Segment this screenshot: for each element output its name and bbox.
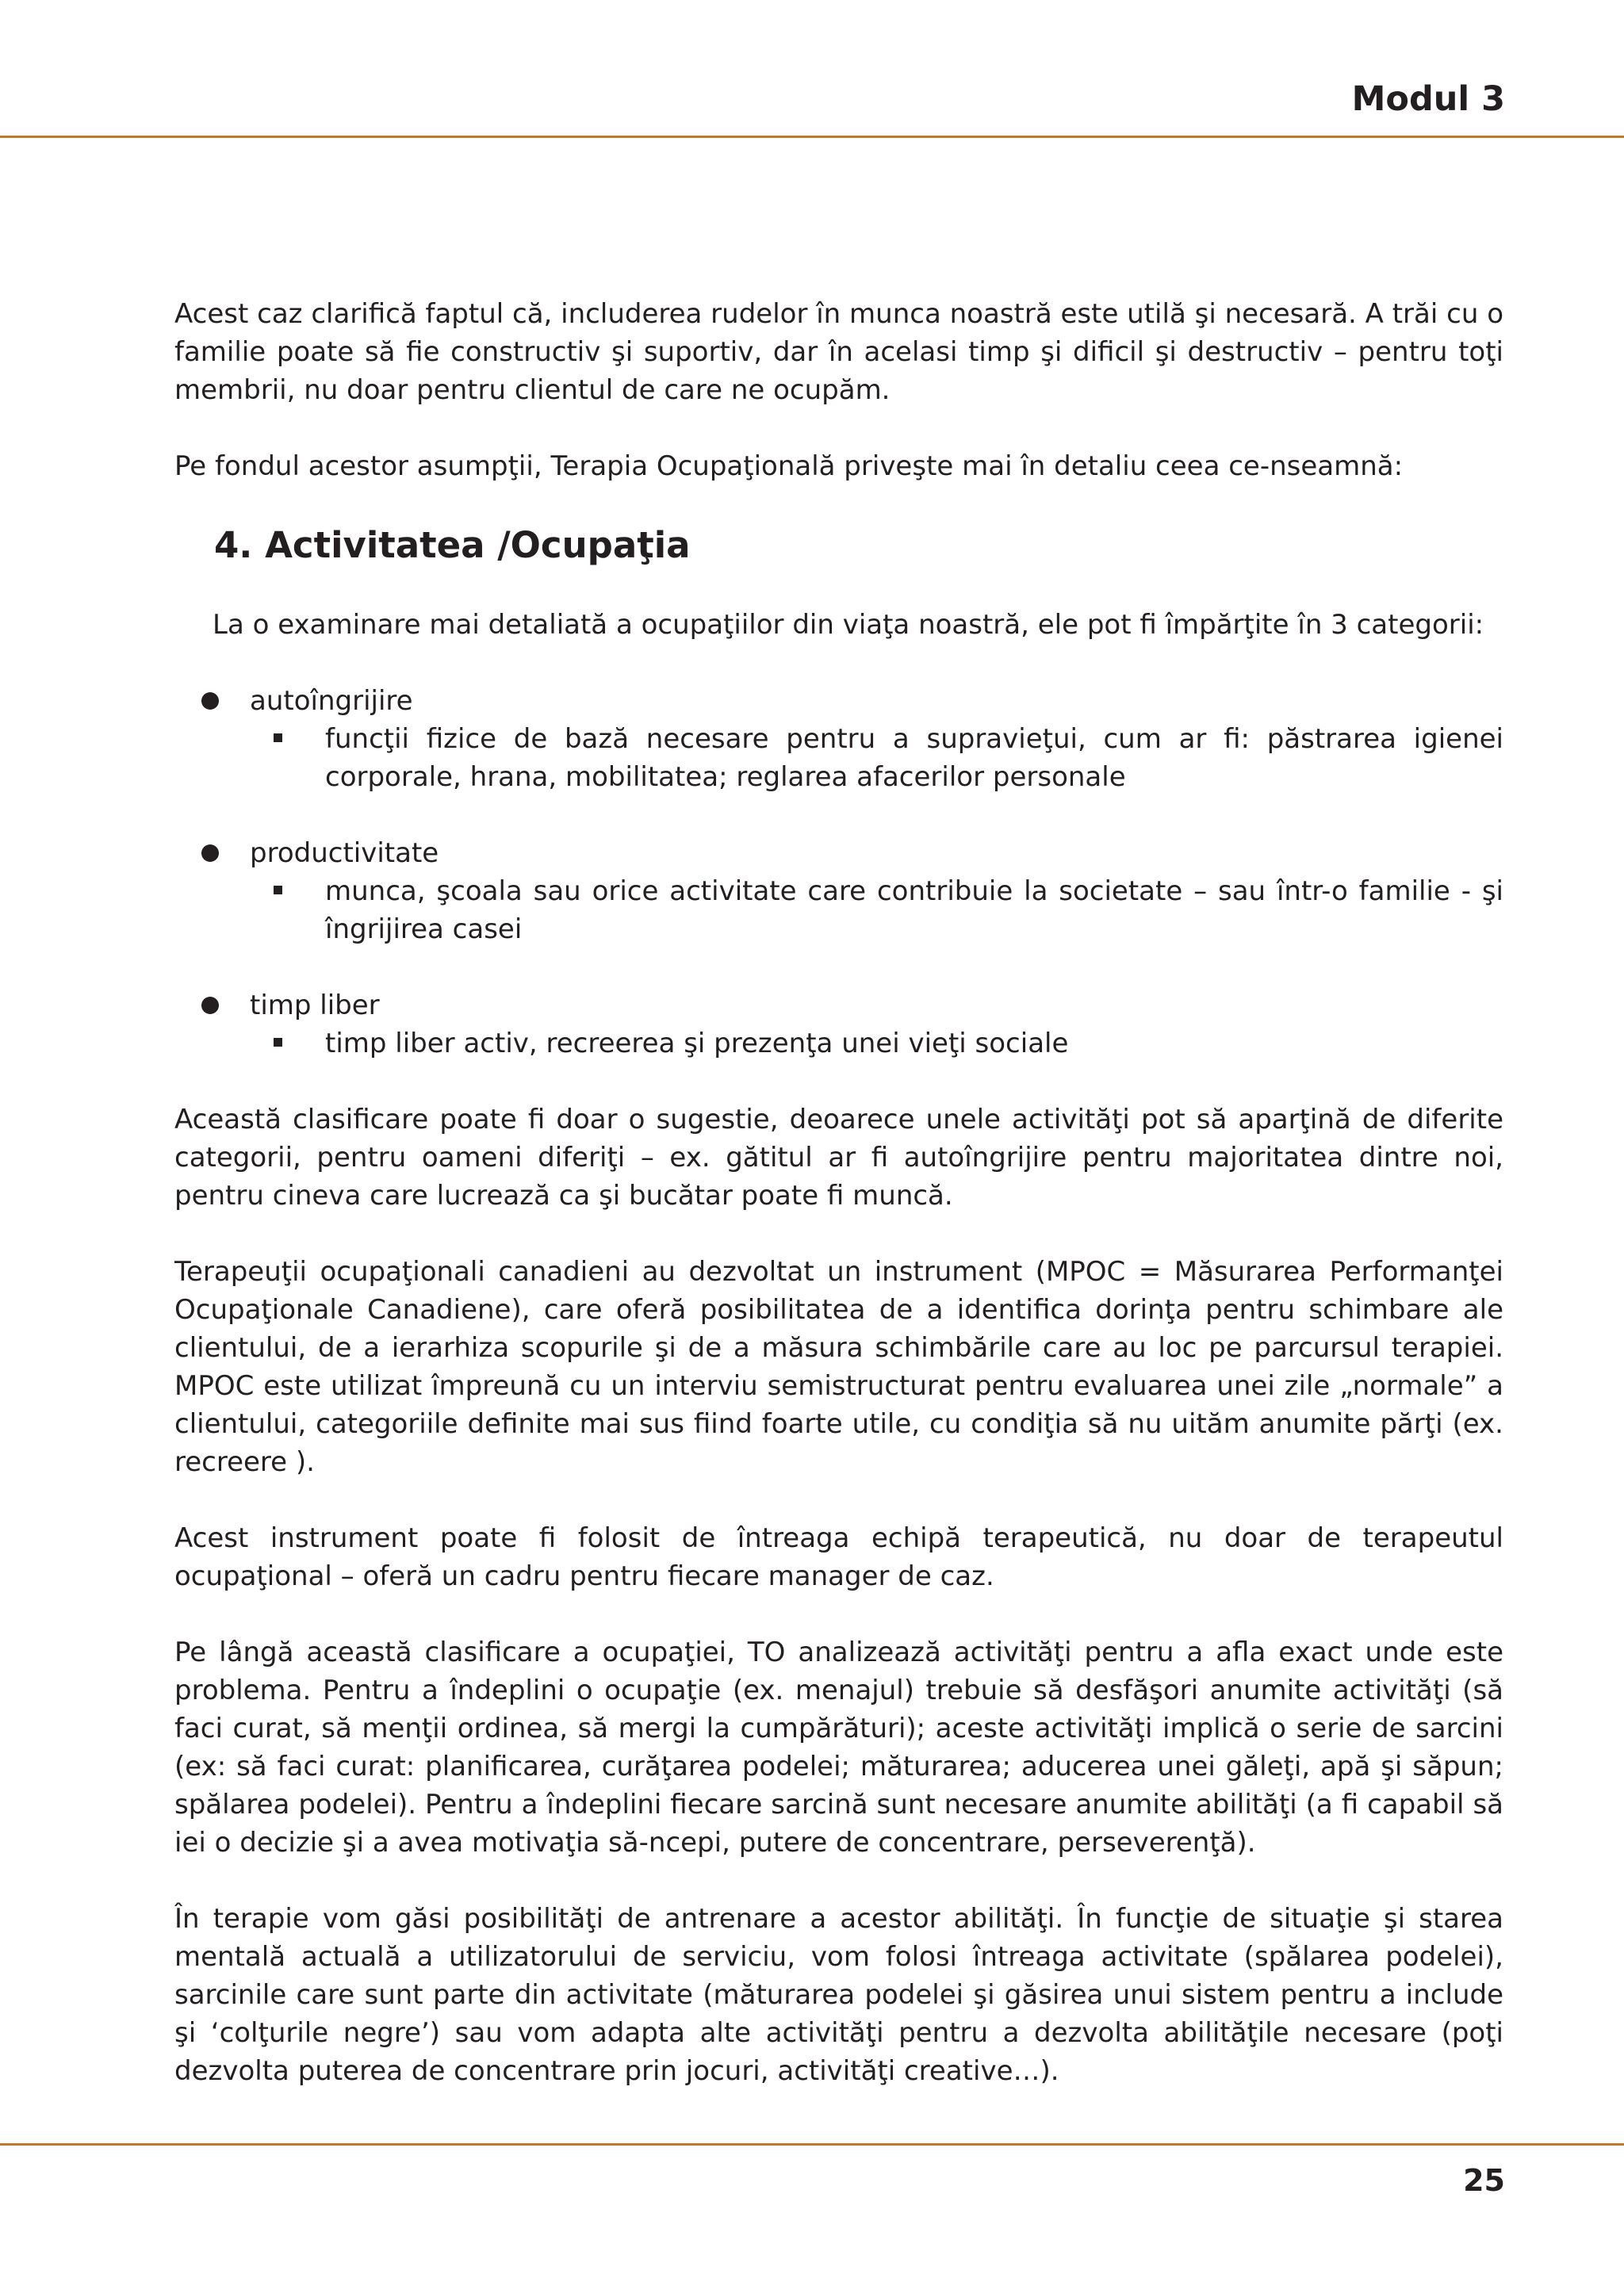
module-title: Modul 3 — [1351, 79, 1505, 119]
category-label: productivitate — [250, 837, 439, 869]
category-detail-text: timp liber activ, recreerea şi prezenţa unei vieţi sociale — [325, 1028, 1069, 1059]
category-detail-item — [250, 720, 1503, 796]
category-detail-list — [250, 872, 1503, 948]
section-intro: La o examinare mai detaliată a ocupaţiilor din viaţa noastră, ele pot fi împărţite în 3 categorii: — [213, 609, 1484, 641]
round-bullet-icon — [201, 692, 219, 710]
square-bullet-icon — [274, 1038, 282, 1047]
category-item-productivitate — [174, 834, 1503, 948]
header-rule — [0, 136, 1624, 138]
category-detail-text: funcţii fizice de bază necesare pentru a supravieţui, cum ar fi: păstrarea igienei corporale, hrana, mobilitatea; reglarea afacerilor personale — [325, 723, 1503, 793]
category-list — [174, 682, 1503, 1062]
category-detail-list — [250, 720, 1503, 796]
round-bullet-icon — [201, 844, 219, 862]
round-bullet-icon — [201, 997, 219, 1014]
paragraph-instrument: Acest instrument poate fi folosit de întreaga echipă terapeutică, nu doar de terapeutul ocupaţional – oferă un cadru pentru fiecare manager de caz. — [174, 1522, 1503, 1592]
category-label: autoîngrijire — [250, 685, 413, 717]
footer-rule — [0, 2143, 1624, 2146]
square-bullet-icon — [274, 886, 282, 894]
category-item-timp-liber — [174, 986, 1503, 1062]
paragraph-intro-family: Acest caz clarifică faptul că, includerea rudelor în munca noastră este utilă şi necesară. A trăi cu o familie poate să fie constructiv şi suportiv, dar în acelasi timp şi dificil şi destructiv – pentru toţi membrii, nu doar pentru clientul de care ne ocupăm. — [174, 298, 1503, 406]
paragraph-assumptions: Pe fondul acestor asumpţii, Terapia Ocupaţională priveşte mai în detaliu ceea ce-nseamnă: — [174, 450, 1404, 482]
paragraph-mpoc: Terapeuţii ocupaţionali canadieni au dezvoltat un instrument (MPOC = Măsurarea Performanţei Ocupaţionale Canadiene), care oferă posibilitatea de a identifica dorinţa pentru schimbare ale clientului, de a ierarhiza scopurile şi de a măsura schimbările care au loc pe parcursul terapiei. MPOC este utilizat împreună cu un interviu semistructurat pentru evaluarea unei zile „normale” a clientului, categoriile definite mai sus fiind foarte utile, cu condiţia să nu uităm anumite părţi (ex. recreere ). — [174, 1256, 1503, 1478]
category-label: timp liber — [250, 990, 380, 1021]
paragraph-activity-analysis: Pe lângă această clasificare a ocupaţiei, TO analizează activităţi pentru a afla exact unde este problema. Pentru a îndeplini o ocupaţie (ex. menajul) trebuie să desfăşori anumite activităţi (să faci curat, să menţii ordinea, să mergi la cumpărături); aceste activităţi implică o serie de sarcini (ex: să faci curat: planificarea, curăţarea podelei; măturarea; aducerea unei găleţi, apă şi săpun; spălarea podelei). Pentru a îndeplini fiecare sarcină sunt necesare anumite abilităţi (a fi capabil să iei o decizie şi a avea motivaţia să-ncepi, putere de concentrare, perseverenţă). — [174, 1637, 1503, 1859]
section-heading: 4. Activitatea /Ocupaţia — [214, 524, 691, 566]
category-detail-item — [250, 872, 1503, 948]
category-detail-item — [250, 1024, 1503, 1062]
page-content — [174, 295, 1503, 2128]
category-detail-text: munca, şcoala sau orice activitate care contribuie la societate – sau într-o familie - şi îngrijirea casei — [325, 875, 1503, 945]
category-detail-list — [250, 1024, 1503, 1062]
page-number: 25 — [1463, 2163, 1505, 2198]
category-item-autoingrijire — [174, 682, 1503, 796]
paragraph-classification: Această clasificare poate fi doar o sugestie, deoarece unele activităţi pot să aparţină de diferite categorii, pentru oameni diferiţi – ex. gătitul ar fi autoîngrijire pentru majoritatea dintre noi, pentru cineva care lucrează ca şi bucătar poate fi muncă. — [174, 1104, 1503, 1212]
square-bullet-icon — [274, 733, 282, 742]
paragraph-therapy: În terapie vom găsi posibilităţi de antrenare a acestor abilităţi. În funcţie de situaţie şi starea mentală actuală a utilizatorului de serviciu, vom folosi întreaga activitate (spălarea podelei), sarcinile care sunt parte din activitate (măturarea podelei şi găsirea unui sistem pentru a include şi ‘colţurile negre’) sau vom adapta alte activităţi pentru a dezvolta abilităţile necesare (poţi dezvolta puterea de concentrare prin jocuri, activităţi creative…). — [174, 1903, 1503, 2087]
